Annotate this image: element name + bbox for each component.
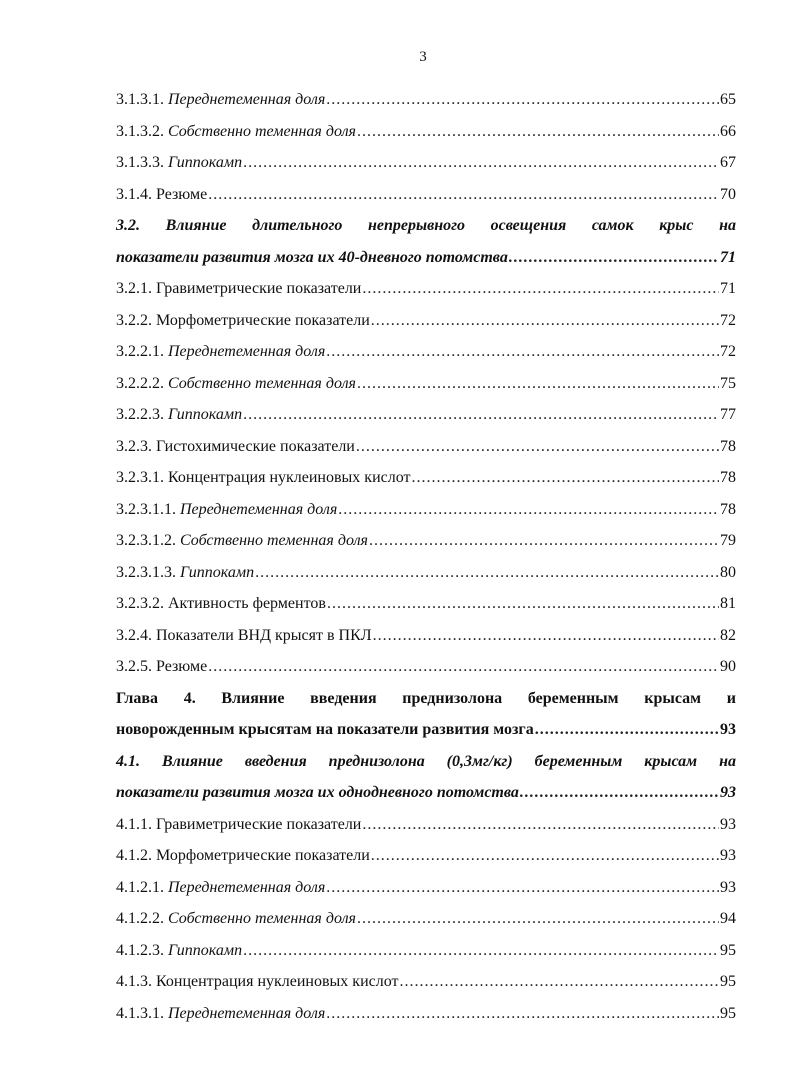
dot-leader — [326, 84, 719, 116]
toc-entry-page: 78 — [720, 500, 736, 518]
toc-block-3-1 — [116, 84, 736, 210]
toc-entry-title: Концентрация нуклеиновых кислот — [168, 469, 411, 486]
toc-entry-label — [116, 935, 242, 967]
dot-leader — [412, 462, 720, 494]
dot-leader — [362, 809, 719, 841]
toc-entry-label — [116, 525, 368, 557]
toc-entry-label — [116, 399, 242, 431]
toc-entry-title: Концентрация нуклеиновых кислот — [156, 973, 399, 990]
heading-4-1-line2[interactable] — [116, 777, 736, 809]
dot-leader — [373, 620, 719, 652]
toc-entry-label — [116, 147, 242, 179]
toc-entry[interactable] — [116, 935, 736, 967]
chapter-4-title: новорожденным крысятам на показатели развития мозга — [116, 721, 534, 738]
toc-entry-label — [116, 903, 356, 935]
toc-entry-number: 3.1.4. — [116, 185, 152, 203]
toc-entry-number: 3.1.3.3. — [116, 154, 164, 171]
toc-entry[interactable] — [116, 525, 736, 557]
toc-block-3-2 — [116, 273, 736, 683]
toc-entry-number: 3.2.2.2. — [116, 374, 164, 392]
toc-entry[interactable] — [116, 147, 736, 179]
heading-3-2-line2[interactable] — [116, 242, 736, 274]
toc-entry-title: Резюме — [156, 185, 208, 203]
toc-entry[interactable] — [116, 494, 736, 526]
dot-leader — [326, 336, 719, 368]
toc-entry-number: 3.2.1. — [116, 280, 152, 297]
dot-leader — [255, 557, 719, 589]
toc-entry-page: 79 — [720, 532, 736, 549]
toc-entry-page: 82 — [720, 626, 736, 644]
dot-leader — [535, 714, 719, 746]
toc-entry-title: Гравиметрические показатели — [156, 815, 362, 833]
toc-entry-page: 78 — [720, 469, 736, 486]
table-of-contents — [116, 84, 736, 1029]
toc-entry-page: 80 — [720, 563, 736, 581]
toc-entry-page: 93 — [720, 815, 736, 833]
toc-entry-label — [116, 620, 372, 652]
dot-leader — [357, 903, 719, 935]
heading-3-2-page: 71 — [720, 248, 736, 266]
toc-entry-page: 81 — [720, 595, 736, 612]
toc-entry-title: Гиппокамп — [168, 941, 243, 959]
toc-entry-number: 4.1.2. — [116, 847, 152, 864]
toc-entry-title: Переднетеменная доля — [168, 1004, 326, 1022]
dot-leader — [208, 651, 719, 683]
toc-entry-title: Собственно теменная доля — [168, 910, 356, 927]
toc-entry[interactable] — [116, 903, 736, 935]
toc-entry-label — [116, 966, 399, 998]
toc-entry-label — [116, 84, 325, 116]
toc-entry-title: Гиппокамп — [168, 154, 243, 171]
toc-entry-number: 3.2.5. — [116, 658, 152, 675]
toc-entry-title: Гиппокамп — [180, 563, 255, 581]
heading-4-1-line1: 4.1. Влияние введения преднизолона (0,3мг/кг) беременным крысам на — [116, 752, 736, 770]
toc-entry-page: 72 — [720, 343, 736, 360]
toc-entry[interactable] — [116, 462, 736, 494]
dot-leader — [509, 242, 719, 274]
toc-entry[interactable] — [116, 651, 736, 683]
heading-3-2-title: показатели развития мозга их 40-дневного потомства — [116, 248, 508, 266]
toc-entry-number: 3.2.2. — [116, 311, 152, 329]
toc-entry-page: 65 — [720, 91, 736, 108]
toc-entry-label — [116, 840, 370, 872]
toc-entry-title: Морфометрические показатели — [156, 847, 370, 864]
dot-leader — [357, 368, 719, 400]
toc-entry-title: Собственно теменная доля — [168, 374, 356, 392]
toc-entry-page: 75 — [720, 374, 736, 392]
dot-leader — [243, 399, 719, 431]
toc-entry-number: 3.2.3. — [116, 437, 152, 455]
toc-entry-page: 93 — [720, 878, 736, 896]
toc-entry-number: 3.2.3.1.2. — [116, 532, 176, 549]
dot-leader — [362, 273, 719, 305]
toc-entry-label — [116, 651, 207, 683]
dot-leader — [356, 431, 719, 463]
toc-entry[interactable] — [116, 998, 736, 1030]
toc-entry-title: Переднетеменная доля — [168, 878, 326, 896]
heading-4-1-title: показатели развития мозга их однодневного потомства — [116, 784, 519, 801]
dot-leader — [326, 998, 719, 1030]
toc-entry-page: 95 — [720, 1004, 736, 1022]
toc-entry-number: 3.2.3.2. — [116, 595, 164, 612]
toc-entry-page: 77 — [720, 406, 736, 423]
toc-entry[interactable] — [116, 809, 736, 841]
toc-entry-label — [116, 116, 356, 148]
toc-entry-label — [116, 998, 325, 1030]
toc-entry[interactable] — [116, 399, 736, 431]
toc-entry-page: 70 — [720, 185, 736, 203]
toc-entry[interactable] — [116, 966, 736, 998]
toc-entry-label — [116, 336, 325, 368]
toc-entry[interactable] — [116, 179, 736, 211]
toc-entry-label — [116, 872, 325, 904]
dot-leader — [369, 525, 719, 557]
dot-leader — [327, 588, 719, 620]
toc-entry[interactable] — [116, 557, 736, 589]
toc-entry-page: 95 — [720, 973, 736, 990]
toc-block-4-1 — [116, 809, 736, 1030]
toc-entry[interactable] — [116, 840, 736, 872]
toc-entry-page: 94 — [720, 910, 736, 927]
chapter-4-page: 93 — [720, 721, 736, 738]
toc-entry-page: 66 — [720, 122, 736, 140]
toc-entry-number: 4.1.2.2. — [116, 910, 164, 927]
dot-leader — [357, 116, 719, 148]
toc-entry-number: 3.1.3.1. — [116, 91, 164, 108]
toc-entry[interactable] — [116, 336, 736, 368]
dot-leader — [326, 872, 719, 904]
toc-entry-page: 93 — [720, 847, 736, 864]
toc-entry-page: 78 — [720, 437, 736, 455]
dot-leader — [520, 777, 719, 809]
toc-entry-number: 3.2.3.1. — [116, 469, 164, 486]
dot-leader — [243, 935, 719, 967]
toc-entry-title: Переднетеменная доля — [180, 500, 338, 518]
toc-entry-label — [116, 462, 411, 494]
toc-entry-number: 3.1.3.2. — [116, 122, 164, 140]
toc-entry-number: 3.2.3.1.1. — [116, 500, 176, 518]
toc-entry-title: Собственно теменная доля — [180, 532, 368, 549]
toc-entry-page: 95 — [720, 941, 736, 959]
toc-entry-label — [116, 588, 326, 620]
toc-entry[interactable] — [116, 368, 736, 400]
toc-entry[interactable] — [116, 273, 736, 305]
toc-entry-page: 71 — [720, 280, 736, 297]
toc-entry[interactable] — [116, 84, 736, 116]
toc-entry-title: Собственно теменная доля — [168, 122, 356, 140]
toc-entry-page: 72 — [720, 311, 736, 329]
dot-leader — [208, 179, 719, 211]
toc-entry-number: 3.2.4. — [116, 626, 152, 644]
toc-entry[interactable] — [116, 872, 736, 904]
toc-entry-label — [116, 431, 355, 463]
dot-leader — [338, 494, 719, 526]
toc-entry-number: 4.1.3. — [116, 973, 152, 990]
toc-entry-title: Переднетеменная доля — [168, 91, 326, 108]
toc-entry[interactable] — [116, 116, 736, 148]
toc-entry-page: 90 — [720, 658, 736, 675]
toc-entry-label — [116, 305, 370, 337]
chapter-4-line1: Глава 4. Влияние введения преднизолона беременным крысам и — [116, 689, 736, 707]
toc-entry-title: Активность ферментов — [168, 595, 326, 612]
heading-3-2-line1: 3.2. Влияние длительного непрерывного освещения самок крыс на — [116, 217, 736, 234]
toc-entry-title: Гистохимические показатели — [156, 437, 355, 455]
toc-entry-title: Переднетеменная доля — [168, 343, 326, 360]
dot-leader — [371, 305, 719, 337]
toc-entry-title: Гиппокамп — [168, 406, 243, 423]
toc-entry[interactable] — [116, 431, 736, 463]
toc-entry-label — [116, 368, 356, 400]
toc-entry-label — [116, 273, 361, 305]
toc-entry-number: 4.1.2.3. — [116, 941, 164, 959]
toc-entry-number: 4.1.1. — [116, 815, 152, 833]
toc-entry[interactable] — [116, 305, 736, 337]
toc-entry[interactable] — [116, 588, 736, 620]
toc-entry-number: 3.2.2.3. — [116, 406, 164, 423]
toc-entry-label — [116, 179, 207, 211]
page-number: 3 — [419, 49, 427, 65]
dot-leader — [243, 147, 719, 179]
toc-entry-label — [116, 494, 337, 526]
toc-entry-number: 4.1.3.1. — [116, 1004, 164, 1022]
toc-entry-page: 67 — [720, 154, 736, 171]
toc-entry-number: 4.1.2.1. — [116, 878, 164, 896]
heading-4-1-page: 93 — [720, 784, 736, 801]
toc-entry-title: Резюме — [156, 658, 208, 675]
chapter-4-line2[interactable] — [116, 714, 736, 746]
toc-entry-title: Гравиметрические показатели — [156, 280, 362, 297]
toc-entry-label — [116, 557, 254, 589]
dot-leader — [400, 966, 720, 998]
toc-entry-title: Показатели ВНД крысят в ПКЛ — [156, 626, 372, 644]
toc-entry-number: 3.2.3.1.3. — [116, 563, 176, 581]
dot-leader — [371, 840, 719, 872]
toc-entry-label — [116, 809, 361, 841]
toc-entry[interactable] — [116, 620, 736, 652]
toc-entry-title: Морфометрические показатели — [156, 311, 370, 329]
toc-entry-number: 3.2.2.1. — [116, 343, 164, 360]
